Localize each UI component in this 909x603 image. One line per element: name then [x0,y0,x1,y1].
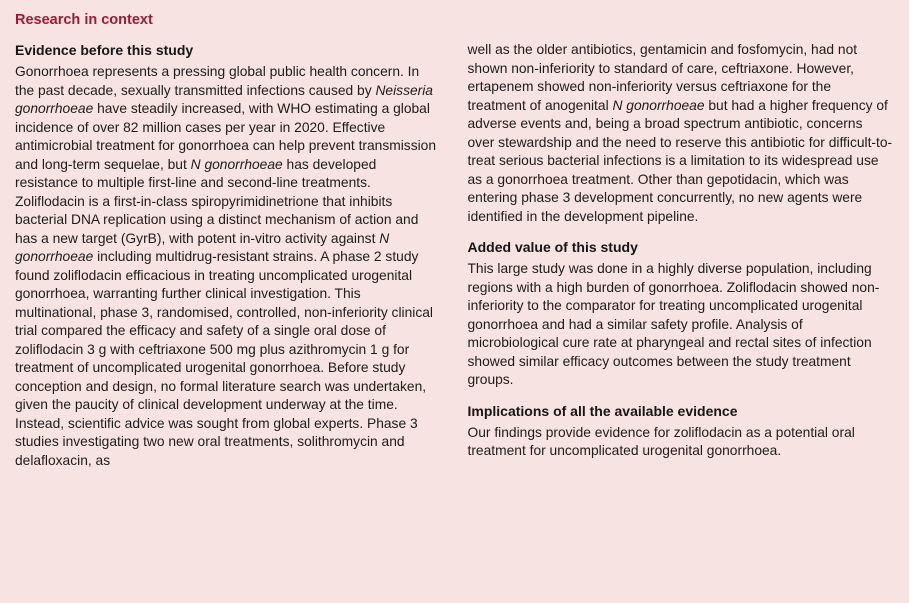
paragraph-evidence-part2: well as the older antibiotics, gentamicin and fosfomycin, had not shown non-inferiority to standard of care, ceftriaxone. However, ertapenem showed non-inferiority versus ceftriaxone for the treatment of anogenital N gonorrhoeae but had a higher frequency of adverse events and, being a broad spectrum antibiotic, concerns over stewardship and the need to reserve this antibiotic for difficult-to-treat serious bacterial infections is a limitation to its widespread use as a gonorrhoea treatment. Other than gepotidacin, which was entering phase 3 development concurrently, no new agents were identified in the development pipeline. [467,42,893,224]
panel-columns [15,41,893,470]
paragraph-implications: Our findings provide evidence for zoliflodacin as a potential oral treatment for uncomplicated urogenital gonorrhoea. [467,424,855,459]
section-heading-implications: Implications of all the available evidence [467,402,738,419]
section-heading-added-value: Added value of this study [467,239,638,255]
column-right [468,41,894,470]
panel-title: Research in context [15,12,153,28]
column-left [15,41,441,470]
section-heading-evidence: Evidence before this study [15,42,194,58]
paragraph-evidence-part1: Gonorrhoea represents a pressing global public health concern. In the past decade, sexually transmitted infections caused by Neisseria gonorrhoeae have steadily increased, with WHO estimating a global incidence of over 82 million cases per year in 2020. Effective antimicrobial treatment for gonorrhoea can help prevent transmission and long-term sequelae, but N gonorrhoeae has developed resistance to multiple first-line and second-line treatments. Zoliflodacin is a first-in-class spiropyrimidinetrione that inhibits bacterial DNA replication using a distinct mechanism of action and has a new target (GyrB), with potent in-vitro activity against N gonorrhoeae including multidrug-resistant strains. A phase 2 study found zoliflodacin efficacious in treating uncomplicated urogenital gonorrhoea, warranting further clinical investigation. This multinational, phase 3, randomised, controlled, non-inferiority clinical trial compared the efficacy and safety of a single oral dose of zoliflodacin 3 g with ceftriaxone 500 mg plus azithromycin 1 g for treatment of uncomplicated urogenital gonorrhoea. Before study conception and design, no formal literature search was undertaken, given the paucity of clinical development underway at the time. Instead, scientific advice was sought from global experts. Phase 3 studies investigating two new oral treatments, solithromycin and delafloxacin, as [15,64,437,468]
paragraph-added-value: This large study was done in a highly diverse population, including regions with a high burden of gonorrhoea. Zoliflodacin showed non-inferiority to the comparator for treating uncomplicated urogenital gonorrhoea and had a similar safety profile. Analysis of microbiological cure rate at pharyngeal and rectal sites of infection showed similar efficacy outcomes between the study treatment groups. [467,261,880,388]
